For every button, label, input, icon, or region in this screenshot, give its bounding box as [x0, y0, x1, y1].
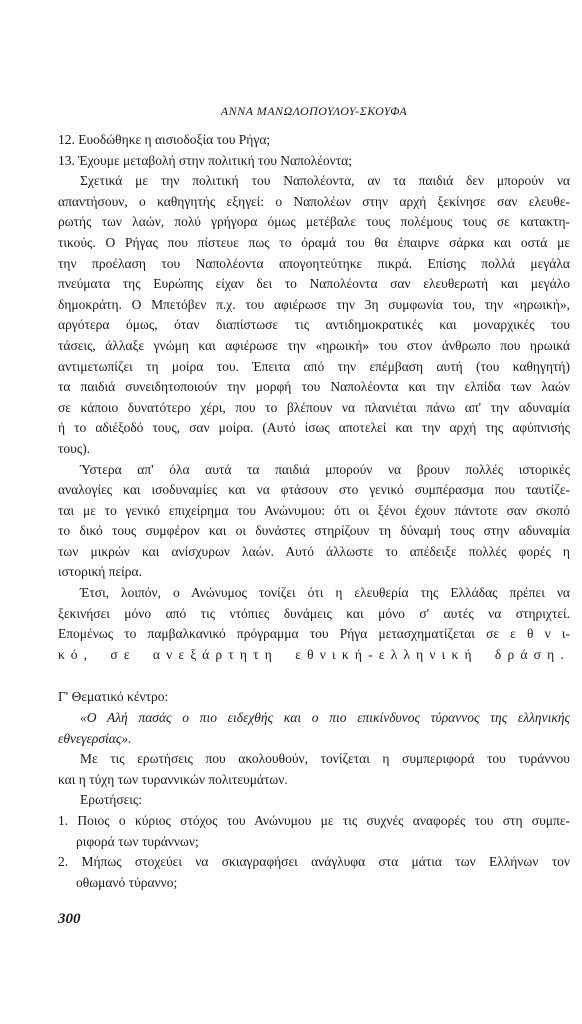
- paragraph-line-spaced: κό, σε ανεξάρτητη εθνική-ελληνική δράση.: [58, 646, 570, 662]
- section-intro: Με τις ερωτήσεις που ακολουθούν, τονίζεται η συμπεριφορά του τυράννου: [80, 751, 570, 767]
- questions-label: Ερωτήσεις:: [80, 792, 143, 808]
- book-page: [58, 0, 570, 1024]
- section-intro: και η τύχη των τυραννικών πολιτευμάτων.: [58, 771, 288, 787]
- paragraph-line: τικούς. Ο Ρήγας που πίστευε πως το όραμά του θα έπαιρνε σάρκα και οστά με: [58, 234, 570, 250]
- question-13: 13. Έχουμε μεταβολή στην πολιτική του Ναπολέοντα;: [58, 152, 352, 168]
- paragraph-line: απαντήσουν, ο καθηγητής εξηγεί: ο Ναπολέων στην αρχή ξεκίνησε σαν ελευθε-: [58, 193, 570, 209]
- question-12: 12. Ευοδώθηκε η αισιοδοξία του Ρήγα;: [58, 132, 271, 147]
- section-quote: «Ο Αλή πασάς ο πιο ειδεχθής και ο πιο επικίνδυνος τύραννος της ελληνικής: [80, 710, 570, 726]
- paragraph-line: σε κάποιο δυνατότερο χέρι, που το βλέπουν να πλανιέται πάνω απ' την αδυναμία: [58, 399, 570, 415]
- section-heading: Γ' Θεματικό κέντρο:: [58, 689, 169, 705]
- section-quote: εθνεγερσίας».: [58, 730, 132, 746]
- paragraph-analogies: [58, 460, 570, 584]
- paragraph-line: τους).: [58, 440, 91, 456]
- paragraph-line: αναλογίες και ισοδυναμίες και να φτάσουν στο γενικό συμπέρασμα που ταυτίζε-: [58, 482, 570, 498]
- paragraph-line: Σχετικά με την πολιτική του Ναπολέοντα, αν τα παιδιά δεν μπορούν να: [80, 173, 570, 189]
- body-text: [58, 130, 570, 893]
- paragraph-line: ιστορική πείρα.: [58, 564, 142, 580]
- paragraph-line: ρωτής των λαών, πολύ γρήγορα όμως μετέβαλε τους πολέμους τους σε κατακτη-: [58, 214, 570, 230]
- page-number: 300: [58, 911, 81, 927]
- paragraph-line: ται με το γενικό επιχείρημα του Ανώνυμου: ότι οι ξένοι έχουν πάντοτε σαν σκοπό: [58, 502, 570, 518]
- paragraph-line: ή το αδιέξοδό τους, σαν μοίρα. (Αυτό ίσως αποτελεί και την αρχή της αφύπνισής: [58, 420, 570, 436]
- paragraph-line: αργότερα όμως, όταν διαπίστωσε τις αντιδημοκρατικές και μοναρχικές του: [58, 317, 570, 333]
- paragraph-line: αντιμετωπίζει τη μοίρα του. Έπειτα από την επέμβαση αυτή (του καθηγητή): [58, 358, 570, 374]
- paragraph-line: δημοκράτη. Ο Μπετόβεν π.χ. του αφιέρωσε την 3η συμφωνία του, την «ηρωική»,: [58, 296, 570, 312]
- question-item: 1. Ποιος ο κύριος στόχος του Ανώνυμου με τις συχνές αναφορές του στη συμπε-: [58, 813, 570, 828]
- paragraph-line: τα παιδιά συνειδητοποιούν την μορφή του Ναπολέοντα και την ελπίδα των λαών: [58, 379, 570, 395]
- question-item: ριφορά των τυράννων;: [76, 833, 199, 849]
- paragraph-line: Έτσι, λοιπόν, ο Ανώνυμος τονίζει ότι η ελευθερία της Ελλάδας πρέπει να: [80, 585, 570, 601]
- paragraph-line: Επομένως το παμβαλκανικό πρόγραμμα του Ρήγα μετασχηματίζεται σε ε θ ν ι-: [58, 626, 570, 642]
- paragraph-freedom: [58, 583, 570, 665]
- running-head: ΑΝΝΑ ΜΑΝΩΛΟΠΟΥΛΟΥ-ΣΚΟΥΦΑ: [220, 104, 408, 118]
- question-item: 2. Μήπως στοχεύει να σκιαγραφήσει ανάγλυφα στα μάτια των Ελλήνων τον: [58, 854, 570, 870]
- paragraph-line: ξεκινήσει μόνο από τις ντόπιες δυνάμεις και μόνο σ' αυτές να στηριχτεί.: [58, 605, 570, 621]
- paragraph-line: πνεύματα της Ευρώπης είχαν δει το Ναπολέοντα σαν ελευθερωτή και μεγάλο: [58, 276, 570, 292]
- paragraph-line: την προέλαση του Ναπολέοντα απογοητεύτηκε πικρά. Επίσης πολλά μεγάλα: [58, 255, 570, 271]
- question-item: οθωμανό τύραννο;: [76, 874, 178, 890]
- paragraph-napoleon: [58, 171, 570, 459]
- paragraph-line: τάσεις, άλλαξε γνώμη και αφιέρωσε την «ηρωική» του στον άνθρωπο που ηρωικά: [58, 337, 570, 353]
- paragraph-line: το δικό τους συμφέρον και οι δυνάστες στηρίζουν τη δύναμή τους στην αδυναμία: [58, 523, 570, 539]
- paragraph-line: Ύστερα απ' όλα αυτά τα παιδιά μπορούν να βρουν πολλές ιστορικές: [80, 461, 570, 477]
- section-gap: [58, 665, 570, 687]
- paragraph-line: των μικρών και ανίσχυρων λαών. Αυτό άλλωστε το απέδειξε πολλές φορές η: [58, 543, 570, 559]
